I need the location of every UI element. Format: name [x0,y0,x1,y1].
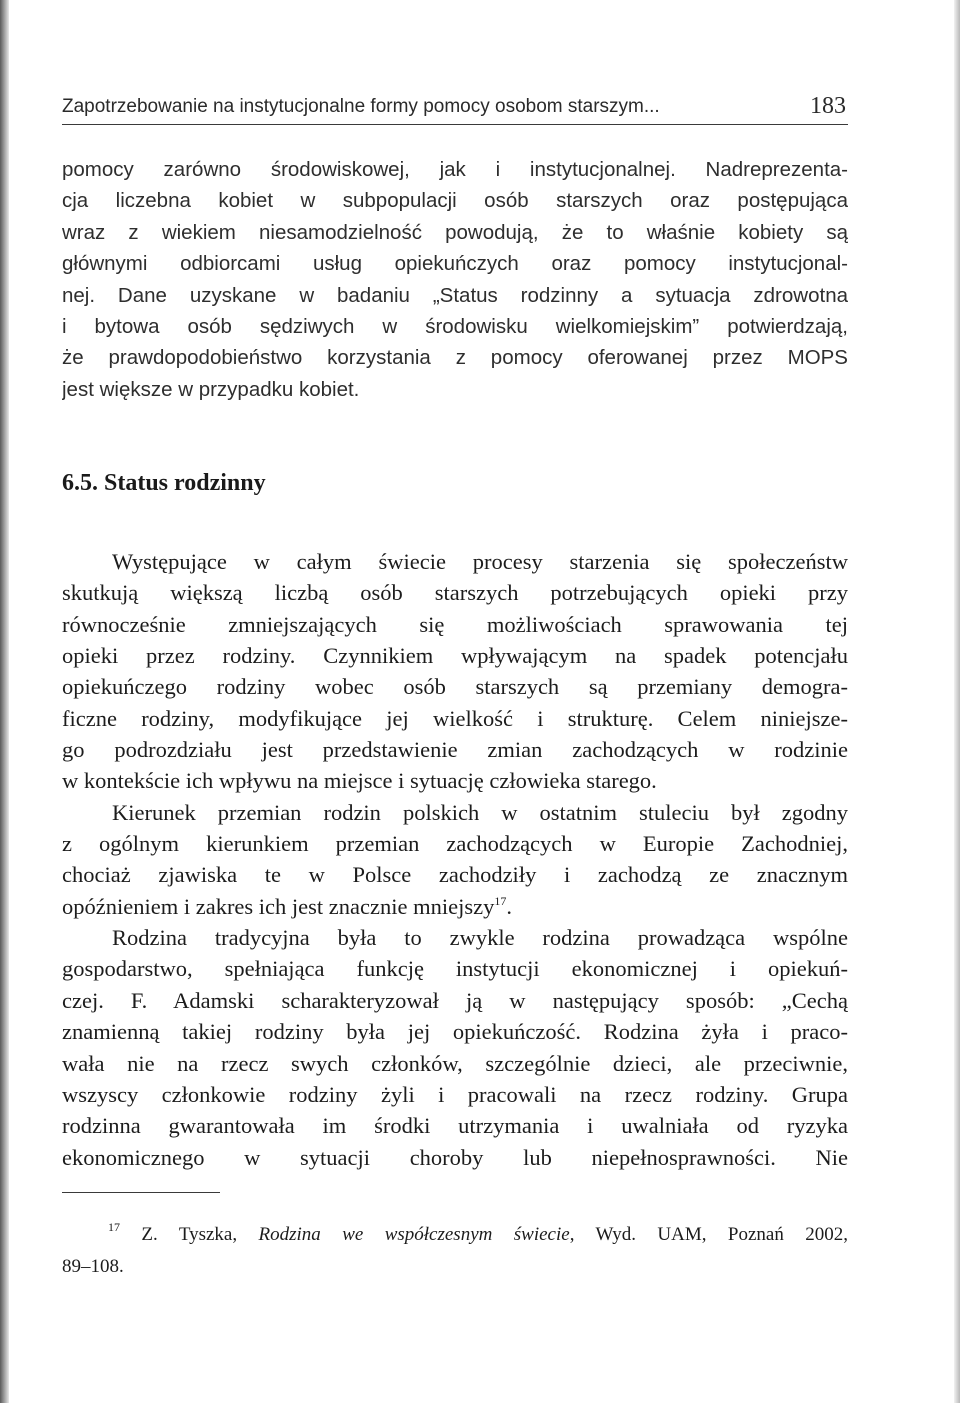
footnote-separator [62,1192,220,1193]
text-line-end: . [506,893,512,919]
text-line: Rodzina tradycyjna była to zwykle rodzina prowadząca wspólne [112,925,848,951]
text-line: Występujące w całym świecie procesy starzenia się społeczeństw [112,549,848,574]
text-line: czej. F. Adamski scharakteryzował ją w następujący sposób: „Cechą [62,987,848,1013]
text-line: jest większe w przypadku kobiet. [62,377,360,401]
text-line [62,891,848,922]
footnote-line [62,1219,848,1251]
text-line-content: opóźnieniem i zakres ich jest znacznie mniejszy [62,893,495,919]
section-body [62,546,848,1173]
footnote-publication: , Wyd. UAM, Poznań 2002, [569,1224,848,1245]
footnote [62,1219,848,1283]
text-line: gospodarstwo, spełniająca funkcję instytucji ekonomicznej i opiekuń- [62,956,848,982]
text-line: cja liczebna kobiet w subpopulacji osób starszych oraz postępująca [62,189,848,213]
text-line: z ogólnym kierunkiem przemian zachodzących w Europie Zachodniej, [62,831,848,857]
text-line: rodzinna gwarantowała im środki utrzymania i uwalniała od ryzyka [62,1113,848,1139]
text-line: znamienną takiej rodziny była jej opiekuńczość. Rodzina żyła i praco- [62,1019,848,1045]
footnote-author: Z. Tyszka, [141,1224,238,1245]
text-line: skutkują większą liczbą osób starszych potrzebujących opieki przy [62,580,848,606]
text-line: opieki przez rodziny. Czynnikiem wpływającym na spadek potencjału [62,643,848,669]
text-line: nej. Dane uzyskane w badaniu „Status rodzinny a sytuacja zdrowotna [62,283,848,307]
text-line: pomocy zarówno środowiskowej, jak i instytucjonalnej. Nadreprezenta- [62,158,848,181]
section-heading: 6.5. Status rodzinny [62,470,266,496]
text-line: wszyscy członkowie rodziny żyli i pracowali na rzecz rodziny. Grupa [62,1081,848,1107]
text-line: i bytowa osób sędziwych w środowisku wielkomiejskim” potwierdzają, [62,314,848,338]
page-number: 183 [810,93,846,119]
running-header-title: Zapotrzebowanie na instytucjonalne formy pomocy osobom starszym... [62,96,660,117]
text-line: równocześnie zmniejszających się możliwościach sprawowania tej [62,611,848,637]
footnote-number: 17 [108,1220,120,1234]
text-line: wała nie na rzecz swych członków, szczególnie dzieci, ale przeciwnie, [62,1050,848,1076]
text-line: wraz z wiekiem niesamodzielność powodują, że to właśnie kobiety są [62,220,848,244]
text-line: go podrozdziału jest przedstawienie zmian zachodzących w rodzinie [62,737,848,763]
text-line: Kierunek przemian rodzin polskich w ostatnim stuleciu był zgodny [112,799,848,825]
text-line: że prawdopodobieństwo korzystania z pomocy oferowanej przez MOPS [62,346,848,370]
text-line: głównymi odbiorcami usług opiekuńczych oraz pomocy instytucjonal- [62,252,848,276]
intro-paragraph [62,154,848,405]
text-line: ficzne rodziny, modyfikujące jej wielkość i strukturę. Celem niniejsze- [62,705,848,731]
scan-left-edge [0,0,9,1403]
footnote-line: 89–108. [62,1256,124,1277]
running-header [62,86,848,125]
text-line: chociaż zjawiska te w Polsce zachodziły i zachodzą ze znacznym [62,862,848,888]
text-line: ekonomicznego w sytuacji choroby lub niepełnosprawności. Nie [62,1144,848,1170]
footnote-reference[interactable]: 17 [494,893,507,908]
text-line: opiekuńczego rodziny wobec osób starszych są przemiany demogra- [62,674,848,700]
text-line: w kontekście ich wpływu na miejsce i sytuację człowieka starego. [62,768,657,794]
scan-right-edge [954,0,960,1403]
footnote-book-title: Rodzina we współczesnym świecie [258,1224,570,1245]
